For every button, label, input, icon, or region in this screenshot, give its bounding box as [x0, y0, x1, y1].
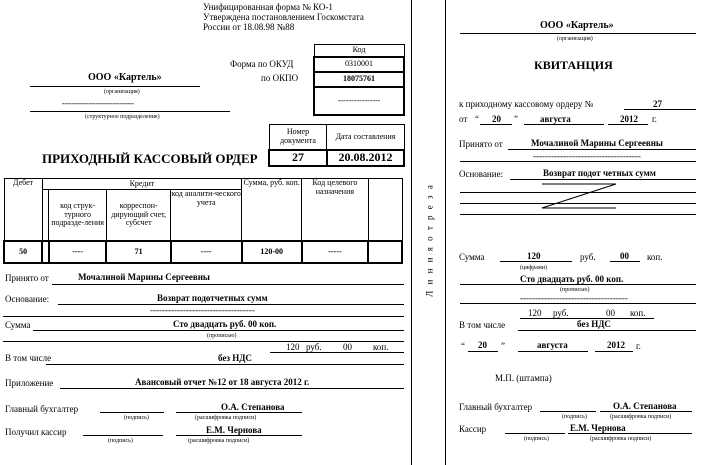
basis-label: Основание: — [5, 294, 50, 304]
received-from-value: Мочалиной Марины Сергеевны — [78, 272, 210, 282]
receipt-year: 2012 — [620, 114, 638, 124]
receipt-chief-sign: (подпись) — [562, 414, 587, 420]
organization-name: ООО «Картель» — [88, 72, 162, 83]
receipt-digits-caption: (цифрами) — [520, 265, 547, 271]
cut-line-label: Л и н и я о т р е з а — [424, 183, 435, 297]
receipt-chief-name: О.А. Степанова — [613, 401, 677, 411]
receipt-basis-value: Возврат подот четных сумм — [543, 168, 656, 178]
struct-code-header: код струк-турного подразде-ления — [49, 190, 107, 242]
receipt-sum-label: Сумма — [459, 252, 485, 262]
receipt-incl-value: без НДС — [577, 319, 611, 329]
sum-label: Сумма — [5, 320, 31, 330]
sum-header: Сумма, руб. коп. — [242, 179, 302, 242]
receipt-day: 20 — [492, 114, 501, 124]
corr-value: 71 — [106, 241, 170, 263]
receipt-cashier-label: Кассир — [459, 424, 487, 434]
doc-date: 20.08.2012 — [327, 150, 404, 166]
attach-value: Авансовый отчет №12 от 18 августа 2012 г. — [135, 377, 310, 387]
corr-account-header: корреспон-дирующий счет, субсчет — [106, 190, 170, 242]
chief-sign-caption: (подпись) — [124, 415, 149, 421]
okud-value: 0310001 — [314, 57, 404, 72]
receipt-chief-decode: (расшифровка подписи) — [610, 414, 672, 420]
russia-label: России от 18.08.98 №88 — [203, 22, 295, 32]
credit-header: Кредит — [42, 179, 242, 190]
division-caption: (структурное подразделение) — [85, 114, 160, 120]
receipt-basis-label: Основание: — [459, 169, 504, 179]
receipt-sum-words: Сто двадцать руб. 00 коп. — [520, 274, 624, 284]
struct-value: ---- — [49, 241, 107, 263]
receipt-received-value: Мочалиной Марины Сергеевны — [531, 138, 663, 148]
receipt-order-number: 27 — [653, 99, 662, 109]
receipt-year-suffix: г. — [652, 114, 657, 124]
receipt-kop-label: коп. — [647, 252, 663, 262]
approved-label: Утверждена постановлением Госкомстата — [203, 12, 364, 22]
cashier-decode-caption: (расшифровка подписи) — [188, 438, 250, 444]
receipt-sum-rub: 120 — [527, 251, 541, 261]
cashier-name: Е.М. Чернова — [206, 425, 262, 435]
debit-value: 50 — [4, 241, 42, 263]
receipt-date-year: 2012 — [607, 340, 625, 350]
receipt-kop-label2: коп. — [630, 308, 646, 318]
order-title: ПРИХОДНЫЙ КАССОВЫЙ ОРДЕР — [42, 151, 258, 166]
code-header: Код — [314, 45, 404, 58]
sum-words-caption: (прописью) — [207, 333, 237, 339]
receipt-rub-label2: руб. — [553, 308, 569, 318]
receipt-org-name: ООО «Картель» — [540, 20, 614, 31]
receipt-chief-label: Главный бухгалтер — [459, 402, 533, 412]
receipt-cashier-sign: (подпись) — [524, 436, 549, 442]
chief-decode-caption: (расшифровка подписи) — [195, 415, 257, 421]
division-dashes: ------------------------ — [62, 98, 134, 108]
organization-caption: (организация) — [104, 89, 140, 95]
debit-header: Дебет — [4, 179, 42, 242]
rub-amount: 120 — [286, 342, 300, 352]
basis-dashes: ----------------------------------- — [150, 305, 255, 315]
receipt-kop-amount: 00 — [606, 308, 615, 318]
kop-label: коп. — [373, 342, 389, 352]
receipt-received-label: Принято от — [459, 139, 503, 149]
accounts-table — [3, 178, 403, 264]
attach-label: Приложение — [5, 378, 54, 388]
unified-form-label: Унифицированная форма № КО-1 — [203, 2, 333, 12]
receipt-from-label: от — [459, 114, 468, 124]
received-from-label: Принято от — [5, 273, 49, 283]
doc-number-date-table — [268, 124, 405, 167]
cashier-label: Получил кассир — [5, 427, 67, 437]
receipt-title: КВИТАНЦИЯ — [534, 58, 613, 72]
receipt-cashier-name: Е.М. Чернова — [570, 423, 626, 433]
receipt-stamp: М.П. (штампа) — [495, 373, 552, 383]
okpo-value: 18075761 — [314, 72, 404, 87]
receipt-cashier-decode: (расшифровка подписи) — [590, 436, 652, 442]
doc-date-header: Дата составления — [327, 125, 404, 151]
chief-label: Главный бухгалтер — [5, 404, 79, 414]
receipt-incl-label: В том числе — [459, 320, 506, 330]
chief-name: О.А. Степанова — [221, 402, 285, 412]
receipt-words-caption: (прописью) — [560, 287, 590, 293]
receipt-rub-label: руб. — [580, 252, 596, 262]
codes-table — [313, 44, 405, 116]
receipt-org-caption: (организация) — [557, 36, 593, 42]
receipt-date-suffix: г. — [636, 341, 641, 351]
basis-value: Возврат подотчетных сумм — [157, 293, 268, 303]
okud-label: Форма по ОКУД — [230, 59, 294, 69]
receipt-sum-kop: 00 — [620, 251, 629, 261]
doc-number: 27 — [269, 150, 327, 166]
sum-value: 120-00 — [242, 241, 302, 263]
analytic-value: ---- — [171, 241, 242, 263]
analytic-code-header: код аналити-ческого учета — [171, 190, 242, 242]
rub-label: руб. — [306, 342, 322, 352]
receipt-z-mark — [540, 181, 620, 211]
okpo-label: по ОКПО — [261, 73, 299, 83]
sum-words: Сто двадцать руб. 00 коп. — [173, 319, 277, 329]
receipt-date-day: 20 — [478, 340, 487, 350]
incl-value: без НДС — [218, 353, 252, 363]
receipt-month: августа — [540, 114, 571, 124]
cut-line — [411, 0, 412, 465]
receipt-date-month: августа — [537, 340, 568, 350]
receipt-dashes2: ------------------------------------ — [520, 293, 628, 303]
division-code-value: ---------------- — [314, 87, 404, 115]
doc-number-header: Номер документа — [269, 125, 327, 151]
receipt-dashes: ------------------------------------ — [533, 151, 641, 161]
purpose-code-header: Код целевого назначения — [302, 179, 369, 242]
receipt-rub-amount: 120 — [528, 308, 542, 318]
kop-amount: 00 — [343, 342, 352, 352]
receipt-to-order-label: к приходному кассовому ордеру № — [459, 99, 594, 109]
cashier-sign-caption: (подпись) — [108, 438, 133, 444]
purpose-value: ----- — [302, 241, 369, 263]
incl-label: В том числе — [5, 353, 52, 363]
